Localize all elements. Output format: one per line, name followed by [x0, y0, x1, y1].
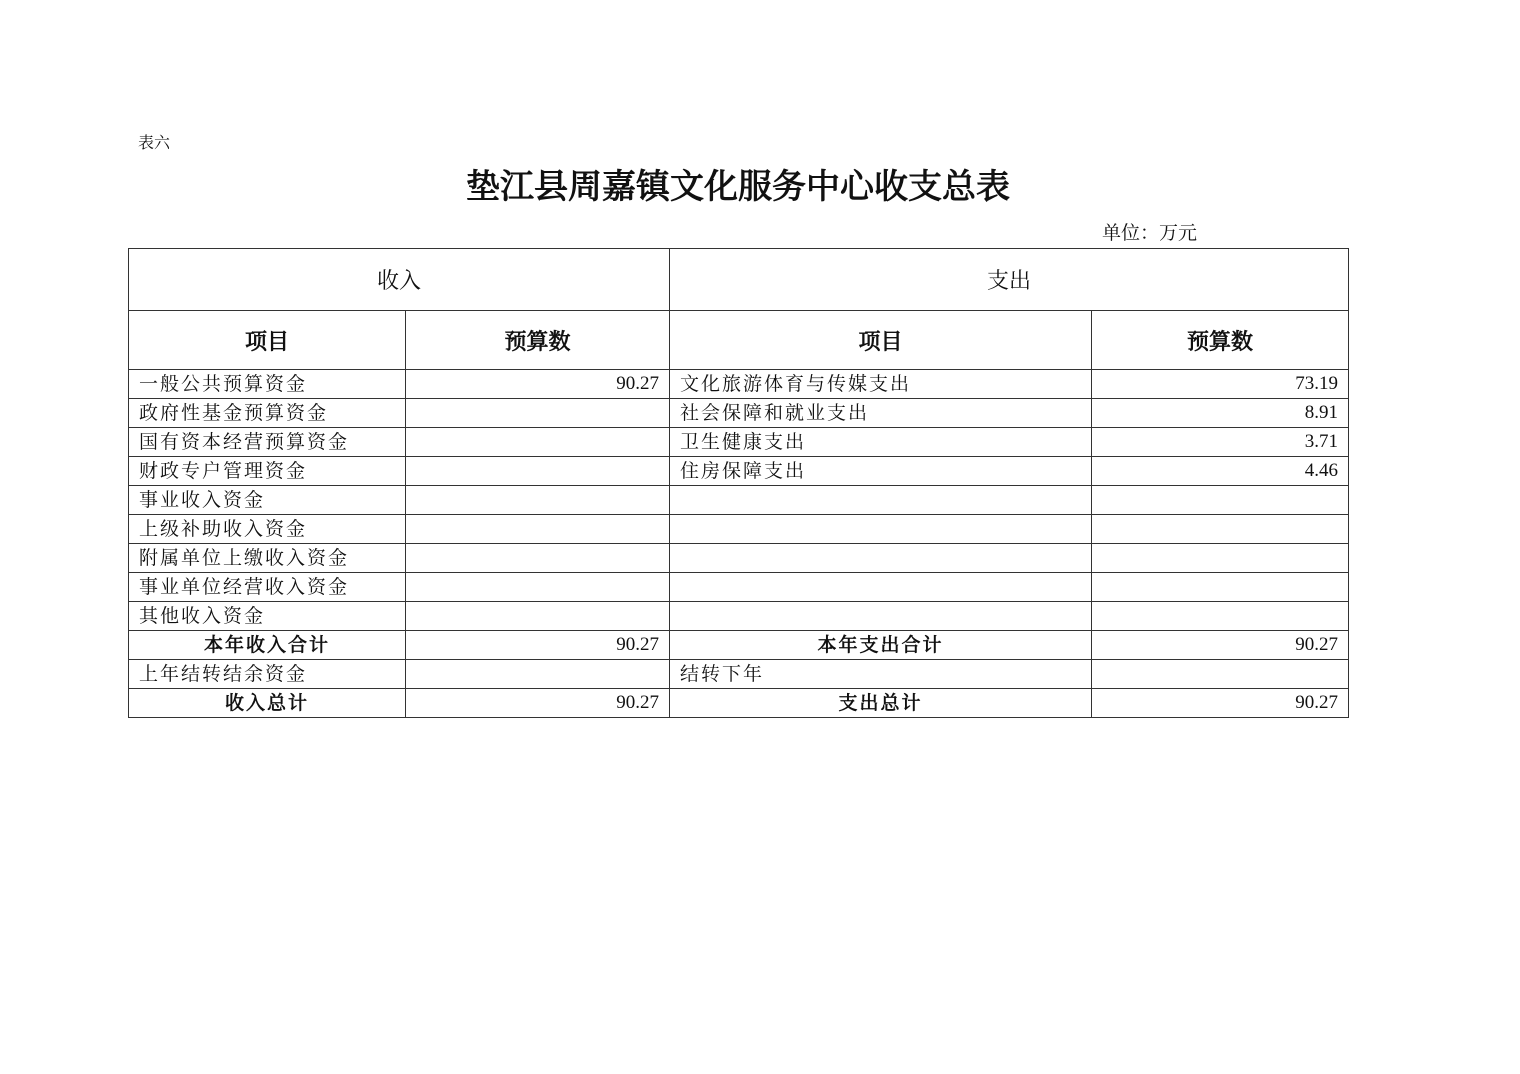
income-amount-cell [406, 515, 670, 544]
table-body [129, 249, 1349, 718]
expense-amount-cell [1092, 602, 1349, 631]
expense-item-cell: 支出总计 [670, 689, 1092, 718]
income-section-header: 收入 [129, 249, 670, 311]
expense-amount-cell: 4.46 [1092, 457, 1349, 486]
expense-item-cell: 住房保障支出 [670, 457, 1092, 486]
table-row [129, 399, 1349, 428]
expense-item-cell [670, 573, 1092, 602]
expense-amount-cell: 73.19 [1092, 370, 1349, 399]
income-item-cell: 政府性基金预算资金 [129, 399, 406, 428]
table-row [129, 573, 1349, 602]
expense-amount-cell: 90.27 [1092, 689, 1349, 718]
income-item-cell: 一般公共预算资金 [129, 370, 406, 399]
expense-amount-cell: 3.71 [1092, 428, 1349, 457]
expense-amount-header: 预算数 [1092, 311, 1349, 370]
expense-amount-cell [1092, 573, 1349, 602]
expense-item-cell [670, 486, 1092, 515]
table-row [129, 515, 1349, 544]
income-item-cell: 事业单位经营收入资金 [129, 573, 406, 602]
income-item-cell: 国有资本经营预算资金 [129, 428, 406, 457]
table-row [129, 689, 1349, 718]
expense-item-cell [670, 544, 1092, 573]
income-amount-cell [406, 457, 670, 486]
income-amount-cell [406, 399, 670, 428]
expense-item-header: 项目 [670, 311, 1092, 370]
expense-item-cell [670, 602, 1092, 631]
income-item-cell: 上级补助收入资金 [129, 515, 406, 544]
income-amount-cell [406, 544, 670, 573]
income-amount-cell [406, 486, 670, 515]
income-item-cell: 收入总计 [129, 689, 406, 718]
expense-section-header: 支出 [670, 249, 1349, 311]
income-amount-cell: 90.27 [406, 631, 670, 660]
expense-amount-cell: 8.91 [1092, 399, 1349, 428]
table-number-label: 表六 [138, 133, 171, 152]
table-row [129, 602, 1349, 631]
table-row [129, 370, 1349, 399]
unit-label: 单位：万元 [1102, 222, 1198, 244]
budget-summary-table [128, 248, 1349, 718]
expense-item-cell: 社会保障和就业支出 [670, 399, 1092, 428]
table-row [129, 428, 1349, 457]
income-item-cell: 本年收入合计 [129, 631, 406, 660]
expense-item-cell: 文化旅游体育与传媒支出 [670, 370, 1092, 399]
table-row [129, 660, 1349, 689]
column-header-row [129, 311, 1349, 370]
table-row [129, 457, 1349, 486]
expense-amount-cell [1092, 515, 1349, 544]
income-amount-cell [406, 602, 670, 631]
expense-amount-cell [1092, 544, 1349, 573]
income-amount-cell [406, 573, 670, 602]
table-row [129, 544, 1349, 573]
expense-item-cell: 本年支出合计 [670, 631, 1092, 660]
income-amount-header: 预算数 [406, 311, 670, 370]
income-item-cell: 上年结转结余资金 [129, 660, 406, 689]
page-title: 垫江县周嘉镇文化服务中心收支总表 [466, 167, 1010, 207]
section-header-row [129, 249, 1349, 311]
income-amount-cell: 90.27 [406, 370, 670, 399]
income-item-cell: 财政专户管理资金 [129, 457, 406, 486]
income-item-header: 项目 [129, 311, 406, 370]
table-row [129, 631, 1349, 660]
expense-amount-cell [1092, 486, 1349, 515]
income-item-cell: 附属单位上缴收入资金 [129, 544, 406, 573]
expense-amount-cell: 90.27 [1092, 631, 1349, 660]
expense-amount-cell [1092, 660, 1349, 689]
expense-item-cell: 卫生健康支出 [670, 428, 1092, 457]
income-amount-cell: 90.27 [406, 689, 670, 718]
income-amount-cell [406, 428, 670, 457]
expense-item-cell [670, 515, 1092, 544]
income-item-cell: 事业收入资金 [129, 486, 406, 515]
income-item-cell: 其他收入资金 [129, 602, 406, 631]
table-row [129, 486, 1349, 515]
income-amount-cell [406, 660, 670, 689]
expense-item-cell: 结转下年 [670, 660, 1092, 689]
